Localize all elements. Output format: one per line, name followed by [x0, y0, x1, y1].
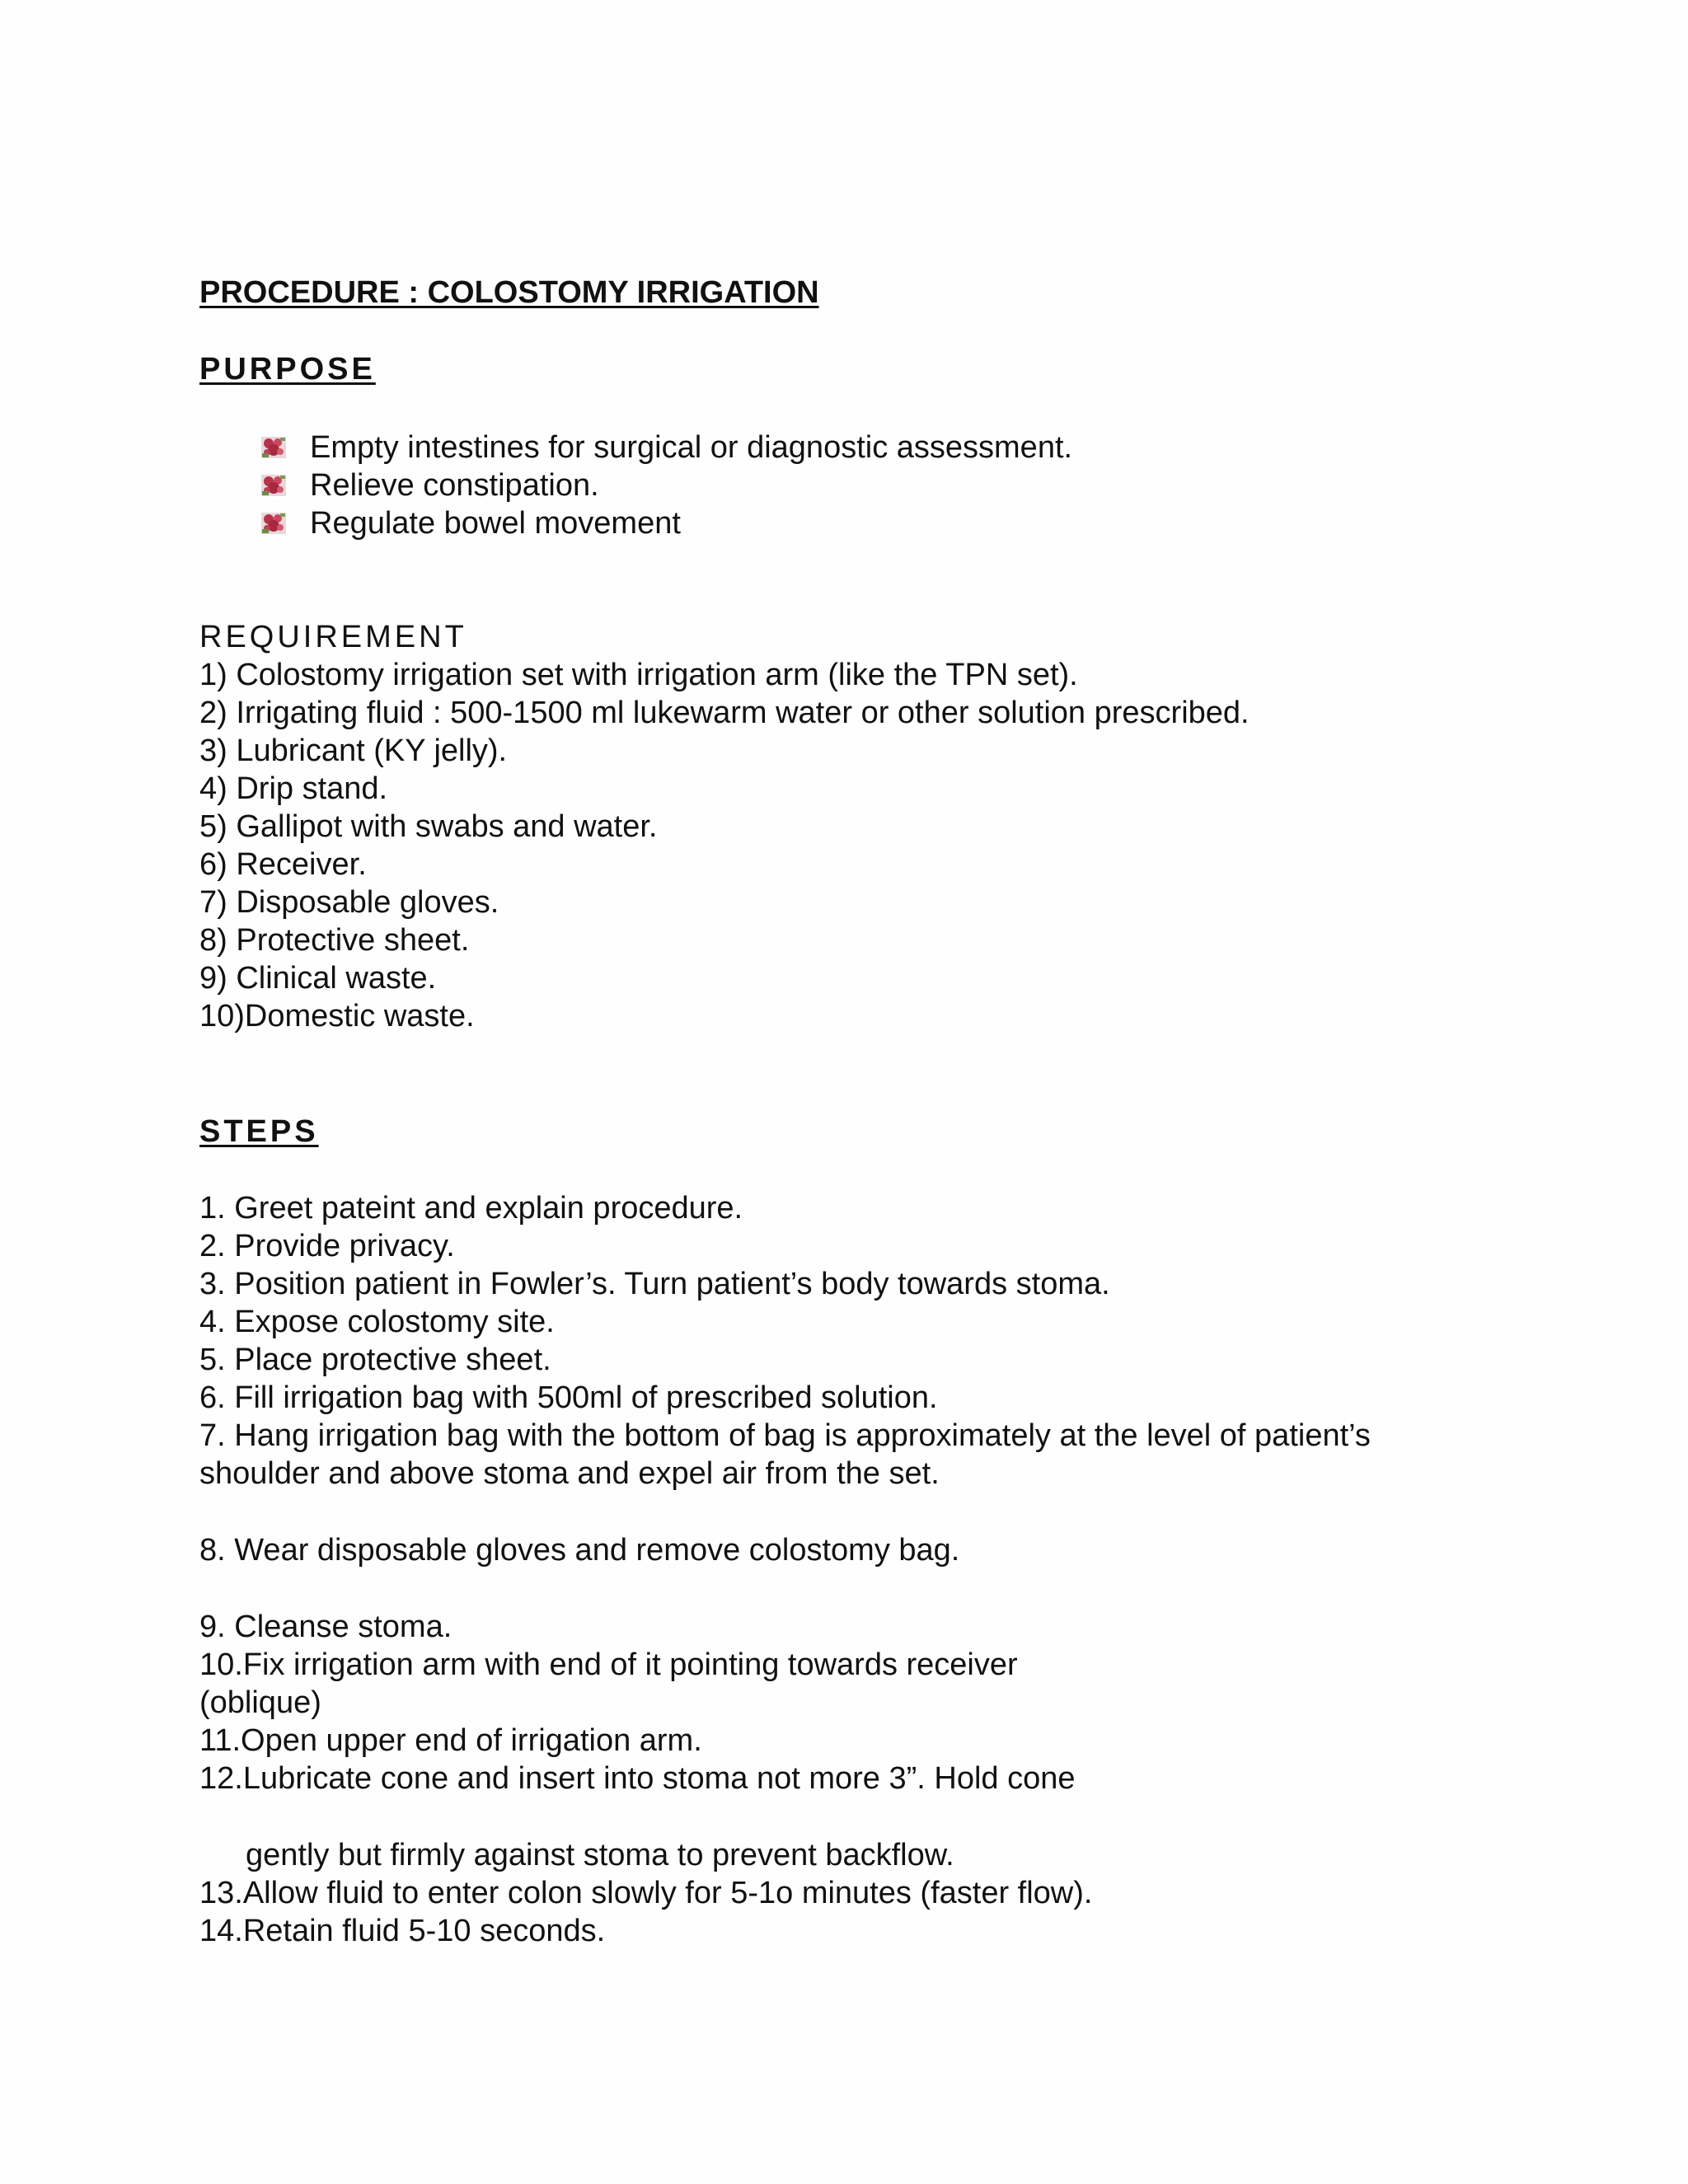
requirement-item: 5) Gallipot with swabs and water.	[199, 809, 658, 844]
document-title: PROCEDURE : COLOSTOMY IRRIGATION	[199, 275, 819, 310]
purpose-item	[260, 466, 599, 504]
step-line: 6. Fill irrigation bag with 500ml of prescribed solution.	[199, 1380, 938, 1415]
step-line: 10.Fix irrigation arm with end of it pointing towards receiver	[199, 1647, 1018, 1682]
step-line: gently but firmly against stoma to prevent backflow.	[246, 1838, 954, 1872]
step-line: 11.Open upper end of irrigation arm.	[199, 1723, 702, 1758]
requirement-item: 6) Receiver.	[199, 847, 367, 882]
step-line: shoulder and above stoma and expel air from the set.	[199, 1456, 940, 1491]
step-line: 1. Greet pateint and explain procedure.	[199, 1191, 743, 1226]
step-line: (oblique)	[199, 1685, 321, 1720]
step-line: 8. Wear disposable gloves and remove colostomy bag.	[199, 1533, 960, 1568]
step-line: 12.Lubricate cone and insert into stoma not more 3”. Hold cone	[199, 1761, 1076, 1796]
flower-bullet-icon	[260, 473, 287, 498]
requirement-heading: REQUIREMENT	[199, 620, 467, 654]
step-line: 7. Hang irrigation bag with the bottom of bag is approximately at the level of patient’s	[199, 1418, 1371, 1453]
purpose-item	[260, 429, 1072, 466]
steps-heading: STEPS	[199, 1114, 319, 1149]
step-line: 2. Provide privacy.	[199, 1229, 455, 1263]
step-line: 3. Position patient in Fowler’s. Turn patient’s body towards stoma.	[199, 1267, 1110, 1301]
requirement-item: 1) Colostomy irrigation set with irrigation arm (like the TPN set).	[199, 658, 1078, 692]
flower-bullet-icon	[260, 511, 287, 536]
requirement-item: 9) Clinical waste.	[199, 961, 437, 996]
flower-bullet-icon	[260, 435, 287, 460]
purpose-item-text: Relieve constipation.	[310, 468, 599, 503]
step-line: 14.Retain fluid 5-10 seconds.	[199, 1914, 606, 1948]
step-line: 4. Expose colostomy site.	[199, 1305, 555, 1339]
step-line: 13.Allow fluid to enter colon slowly for 5-1o minutes (faster flow).	[199, 1876, 1093, 1910]
step-line: 5. Place protective sheet.	[199, 1343, 551, 1377]
requirement-item: 2) Irrigating fluid : 500-1500 ml lukewarm water or other solution prescribed.	[199, 696, 1250, 730]
requirement-item: 3) Lubricant (KY jelly).	[199, 733, 508, 768]
purpose-heading: PURPOSE	[199, 352, 376, 387]
requirement-item: 7) Disposable gloves.	[199, 885, 499, 920]
purpose-item-text: Empty intestines for surgical or diagnostic assessment.	[310, 430, 1073, 465]
requirement-item: 10)Domestic waste.	[199, 999, 475, 1033]
requirement-item: 8) Protective sheet.	[199, 923, 470, 958]
purpose-item	[260, 504, 681, 542]
step-line: 9. Cleanse stoma.	[199, 1610, 452, 1644]
requirement-item: 4) Drip stand.	[199, 771, 388, 806]
purpose-item-text: Regulate bowel movement	[310, 506, 681, 541]
